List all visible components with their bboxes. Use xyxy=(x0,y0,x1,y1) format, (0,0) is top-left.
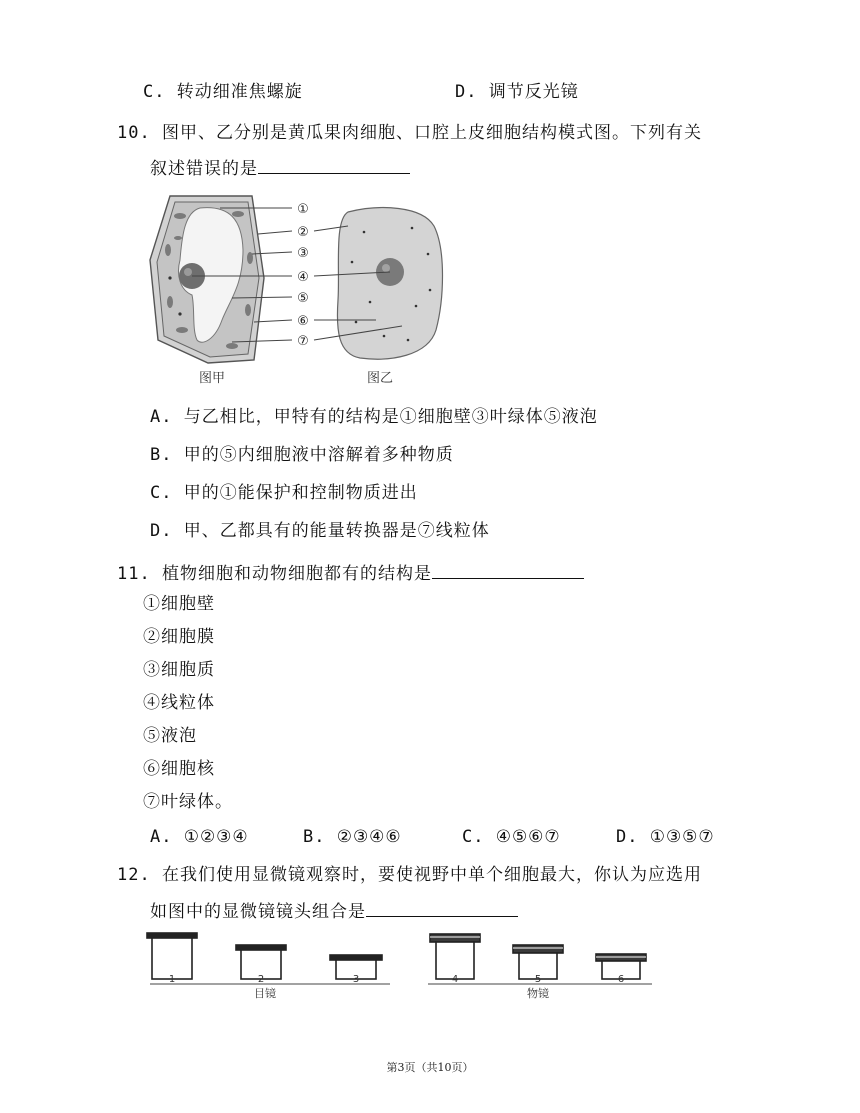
q12-stem-line2: 如图中的显微镜镜头组合是 xyxy=(150,902,366,922)
q12-stem xyxy=(117,864,702,886)
q10-stem-line1: 图甲、乙分别是黄瓜果肉细胞、口腔上皮细胞结构模式图。下列有关 xyxy=(161,123,702,143)
q11-item-2: ②细胞膜 xyxy=(143,627,215,647)
q10-number: 10. xyxy=(117,123,151,143)
q11-item-5: ⑤液泡 xyxy=(143,726,197,746)
label-7: ⑦ xyxy=(297,334,309,349)
lens-number-3: 3 xyxy=(352,974,360,985)
eyepiece-label: 目镜 xyxy=(254,987,276,1000)
q10-stem-line2: 叙述错误的是 xyxy=(150,159,258,179)
q10-stem-cont xyxy=(150,155,410,180)
q11-option-a: A. ①②③④ xyxy=(150,827,249,847)
label-3: ③ xyxy=(297,246,309,261)
lens-number-5: 5 xyxy=(534,974,542,985)
q10-option-d: D. 甲、乙都具有的能量转换器是⑦线粒体 xyxy=(150,521,490,541)
answer-blank xyxy=(258,155,410,174)
answer-blank xyxy=(366,898,518,917)
page-footer: 第3页（共10页） xyxy=(386,1061,474,1074)
q9-option-d: D. 调节反光镜 xyxy=(455,82,579,102)
objective-4 xyxy=(430,934,480,979)
q11-item-3: ③细胞质 xyxy=(143,660,215,680)
q12-number: 12. xyxy=(117,865,151,885)
q11-option-b: B. ②③④⑥ xyxy=(303,827,402,847)
objectives xyxy=(430,934,646,979)
q10-stem xyxy=(117,122,702,144)
answer-blank xyxy=(432,560,584,579)
label-4: ④ xyxy=(297,270,309,285)
q11-option-d: D. ①③⑤⑦ xyxy=(616,827,715,847)
q11-item-4: ④线粒体 xyxy=(143,693,215,713)
plant-cell xyxy=(150,196,264,363)
eyepiece-1 xyxy=(147,933,197,979)
diagram-labels xyxy=(297,202,309,349)
objective-label: 物镜 xyxy=(527,987,549,1000)
q10-option-a: A. 与乙相比，甲特有的结构是①细胞壁③叶绿体⑤液泡 xyxy=(150,407,598,427)
q11-stem-text: 植物细胞和动物细胞都有的结构是 xyxy=(161,564,432,584)
lens-diagram xyxy=(140,928,670,1000)
q12-stem-cont xyxy=(150,898,518,923)
animal-cell xyxy=(337,208,442,360)
q10-option-b: B. 甲的⑤内细胞液中溶解着多种物质 xyxy=(150,445,454,465)
q11-item-7: ⑦叶绿体。 xyxy=(143,792,233,812)
caption-yi: 图乙 xyxy=(366,371,394,386)
q11-item-1: ①细胞壁 xyxy=(143,594,215,614)
q11-item-6: ⑥细胞核 xyxy=(143,759,215,779)
q11-number: 11. xyxy=(117,564,151,584)
cell-diagram xyxy=(140,190,450,390)
eyepieces xyxy=(147,933,382,979)
q12-stem-line1: 在我们使用显微镜观察时，要使视野中单个细胞最大，你认为应选用 xyxy=(161,865,702,885)
label-5: ⑤ xyxy=(297,291,309,306)
lens-number-6: 6 xyxy=(617,974,625,985)
label-2: ② xyxy=(297,225,309,240)
caption-jia: 图甲 xyxy=(198,371,226,386)
lens-number-4: 4 xyxy=(451,974,459,985)
q10-option-c: C. 甲的①能保护和控制物质进出 xyxy=(150,483,418,503)
lens-number-1: 1 xyxy=(168,974,176,985)
q9-option-c: C. 转动细准焦螺旋 xyxy=(143,82,303,102)
lens-number-2: 2 xyxy=(257,974,265,985)
q11-stem xyxy=(117,560,584,585)
label-6: ⑥ xyxy=(297,314,309,329)
q11-option-c: C. ④⑤⑥⑦ xyxy=(462,827,561,847)
label-1: ① xyxy=(297,202,309,217)
